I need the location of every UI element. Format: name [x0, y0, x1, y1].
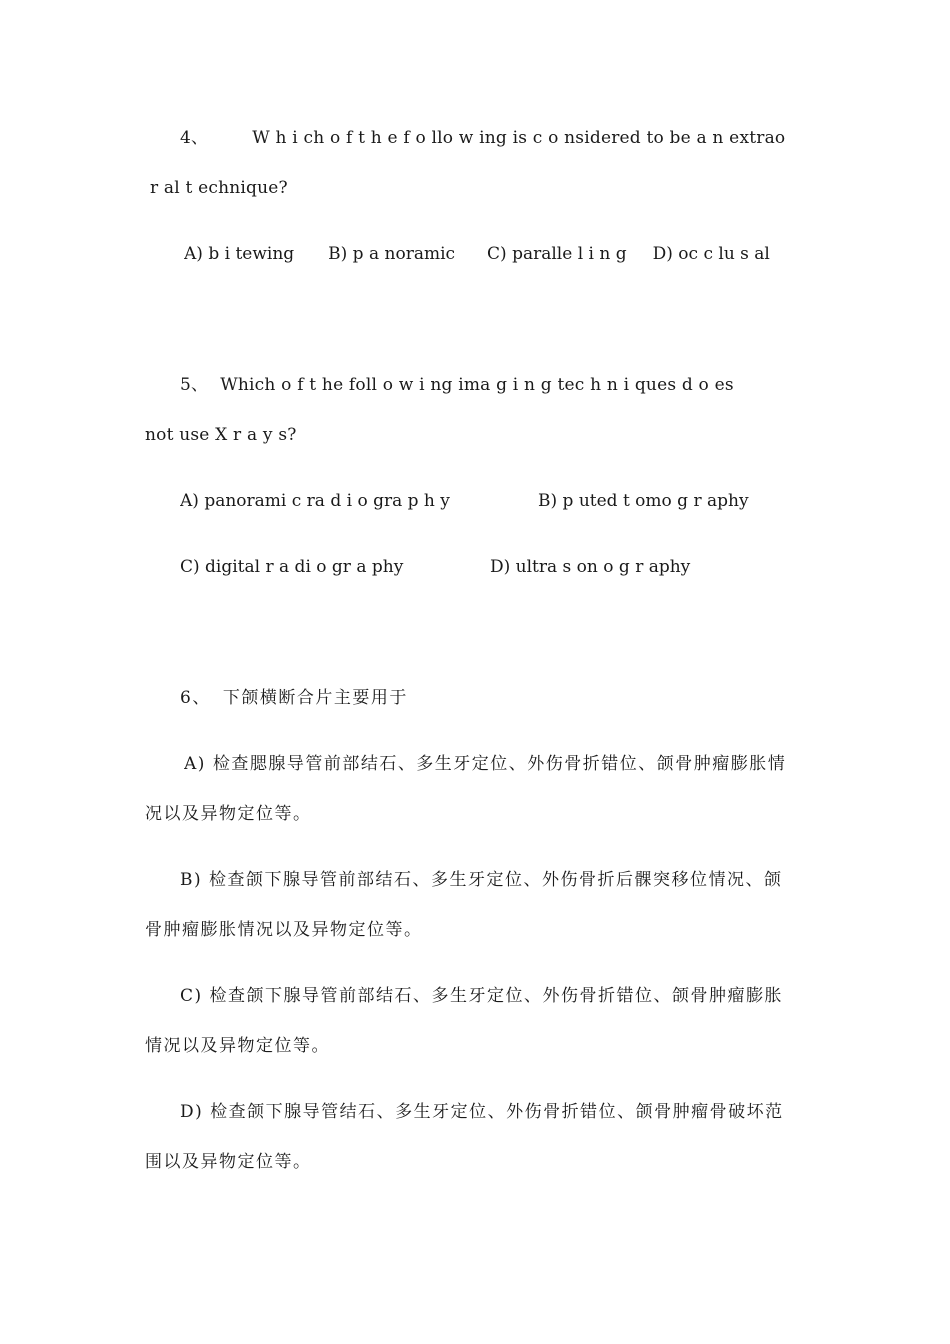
question-6-stem-text: 下颌横断合片主要用于: [222, 688, 408, 708]
question-5-number: 5、: [180, 375, 209, 395]
question-5-option-c: C) digital r a di o gr a phy: [180, 557, 404, 577]
question-6-option-b-line2: 骨肿瘤膨胀情况以及异物定位等。: [145, 920, 423, 940]
question-4-stem-line1: [180, 126, 810, 150]
question-5-stem-line2: not use X r a y s?: [145, 425, 297, 445]
question-4-options: [184, 242, 814, 266]
question-4-stem-line2: r al t echnique?: [150, 178, 288, 198]
question-5-option-d: D) ultra s on o g r aphy: [490, 557, 691, 577]
question-6-option-d-line1: D) 检查颌下腺导管结石、多生牙定位、外伤骨折错位、颌骨肿瘤骨破坏范: [180, 1102, 784, 1122]
question-5-options-row1: [180, 489, 810, 513]
question-4-option-d: D) oc c lu s al: [652, 244, 770, 264]
question-6-option-b-line1: B) 检查颌下腺导管前部结石、多生牙定位、外伤骨折后髁突移位情况、颌: [180, 870, 783, 890]
question-6-option-c-line1: C) 检查颌下腺导管前部结石、多生牙定位、外伤骨折错位、颌骨肿瘤膨胀: [180, 986, 784, 1006]
question-4-stem-text: W h i ch o f t h e f o llo w ing is c o nsidered to be a n extrao: [252, 128, 786, 148]
question-6-option-c-line2: 情况以及异物定位等。: [145, 1036, 330, 1056]
question-6-option-a-line1: A) 检查腮腺导管前部结石、多生牙定位、外伤骨折错位、颌骨肿瘤膨胀情: [184, 754, 787, 774]
question-5-option-a: A) panorami c ra d i o gra p h y: [180, 491, 450, 511]
question-6-option-a-line2: 况以及异物定位等。: [145, 804, 312, 824]
question-6-option-d-line2: 围以及异物定位等。: [145, 1152, 312, 1172]
question-4-option-b: B) p a noramic: [328, 244, 456, 264]
question-5-stem-line1: [180, 373, 810, 397]
question-4-number: 4、: [180, 128, 209, 148]
question-4-option-c: C) paralle l i n g: [487, 244, 627, 264]
question-6-stem: [180, 686, 810, 710]
question-4-option-a: A) b i tewing: [184, 244, 295, 264]
question-5-option-b: B) p uted t omo g r aphy: [538, 491, 749, 511]
question-5-stem-text: Which o f t he foll o w i ng ima g i n g tec h n i ques d o es: [220, 375, 734, 395]
question-5-options-row2: [180, 555, 810, 579]
question-6-number: 6、: [180, 688, 211, 708]
